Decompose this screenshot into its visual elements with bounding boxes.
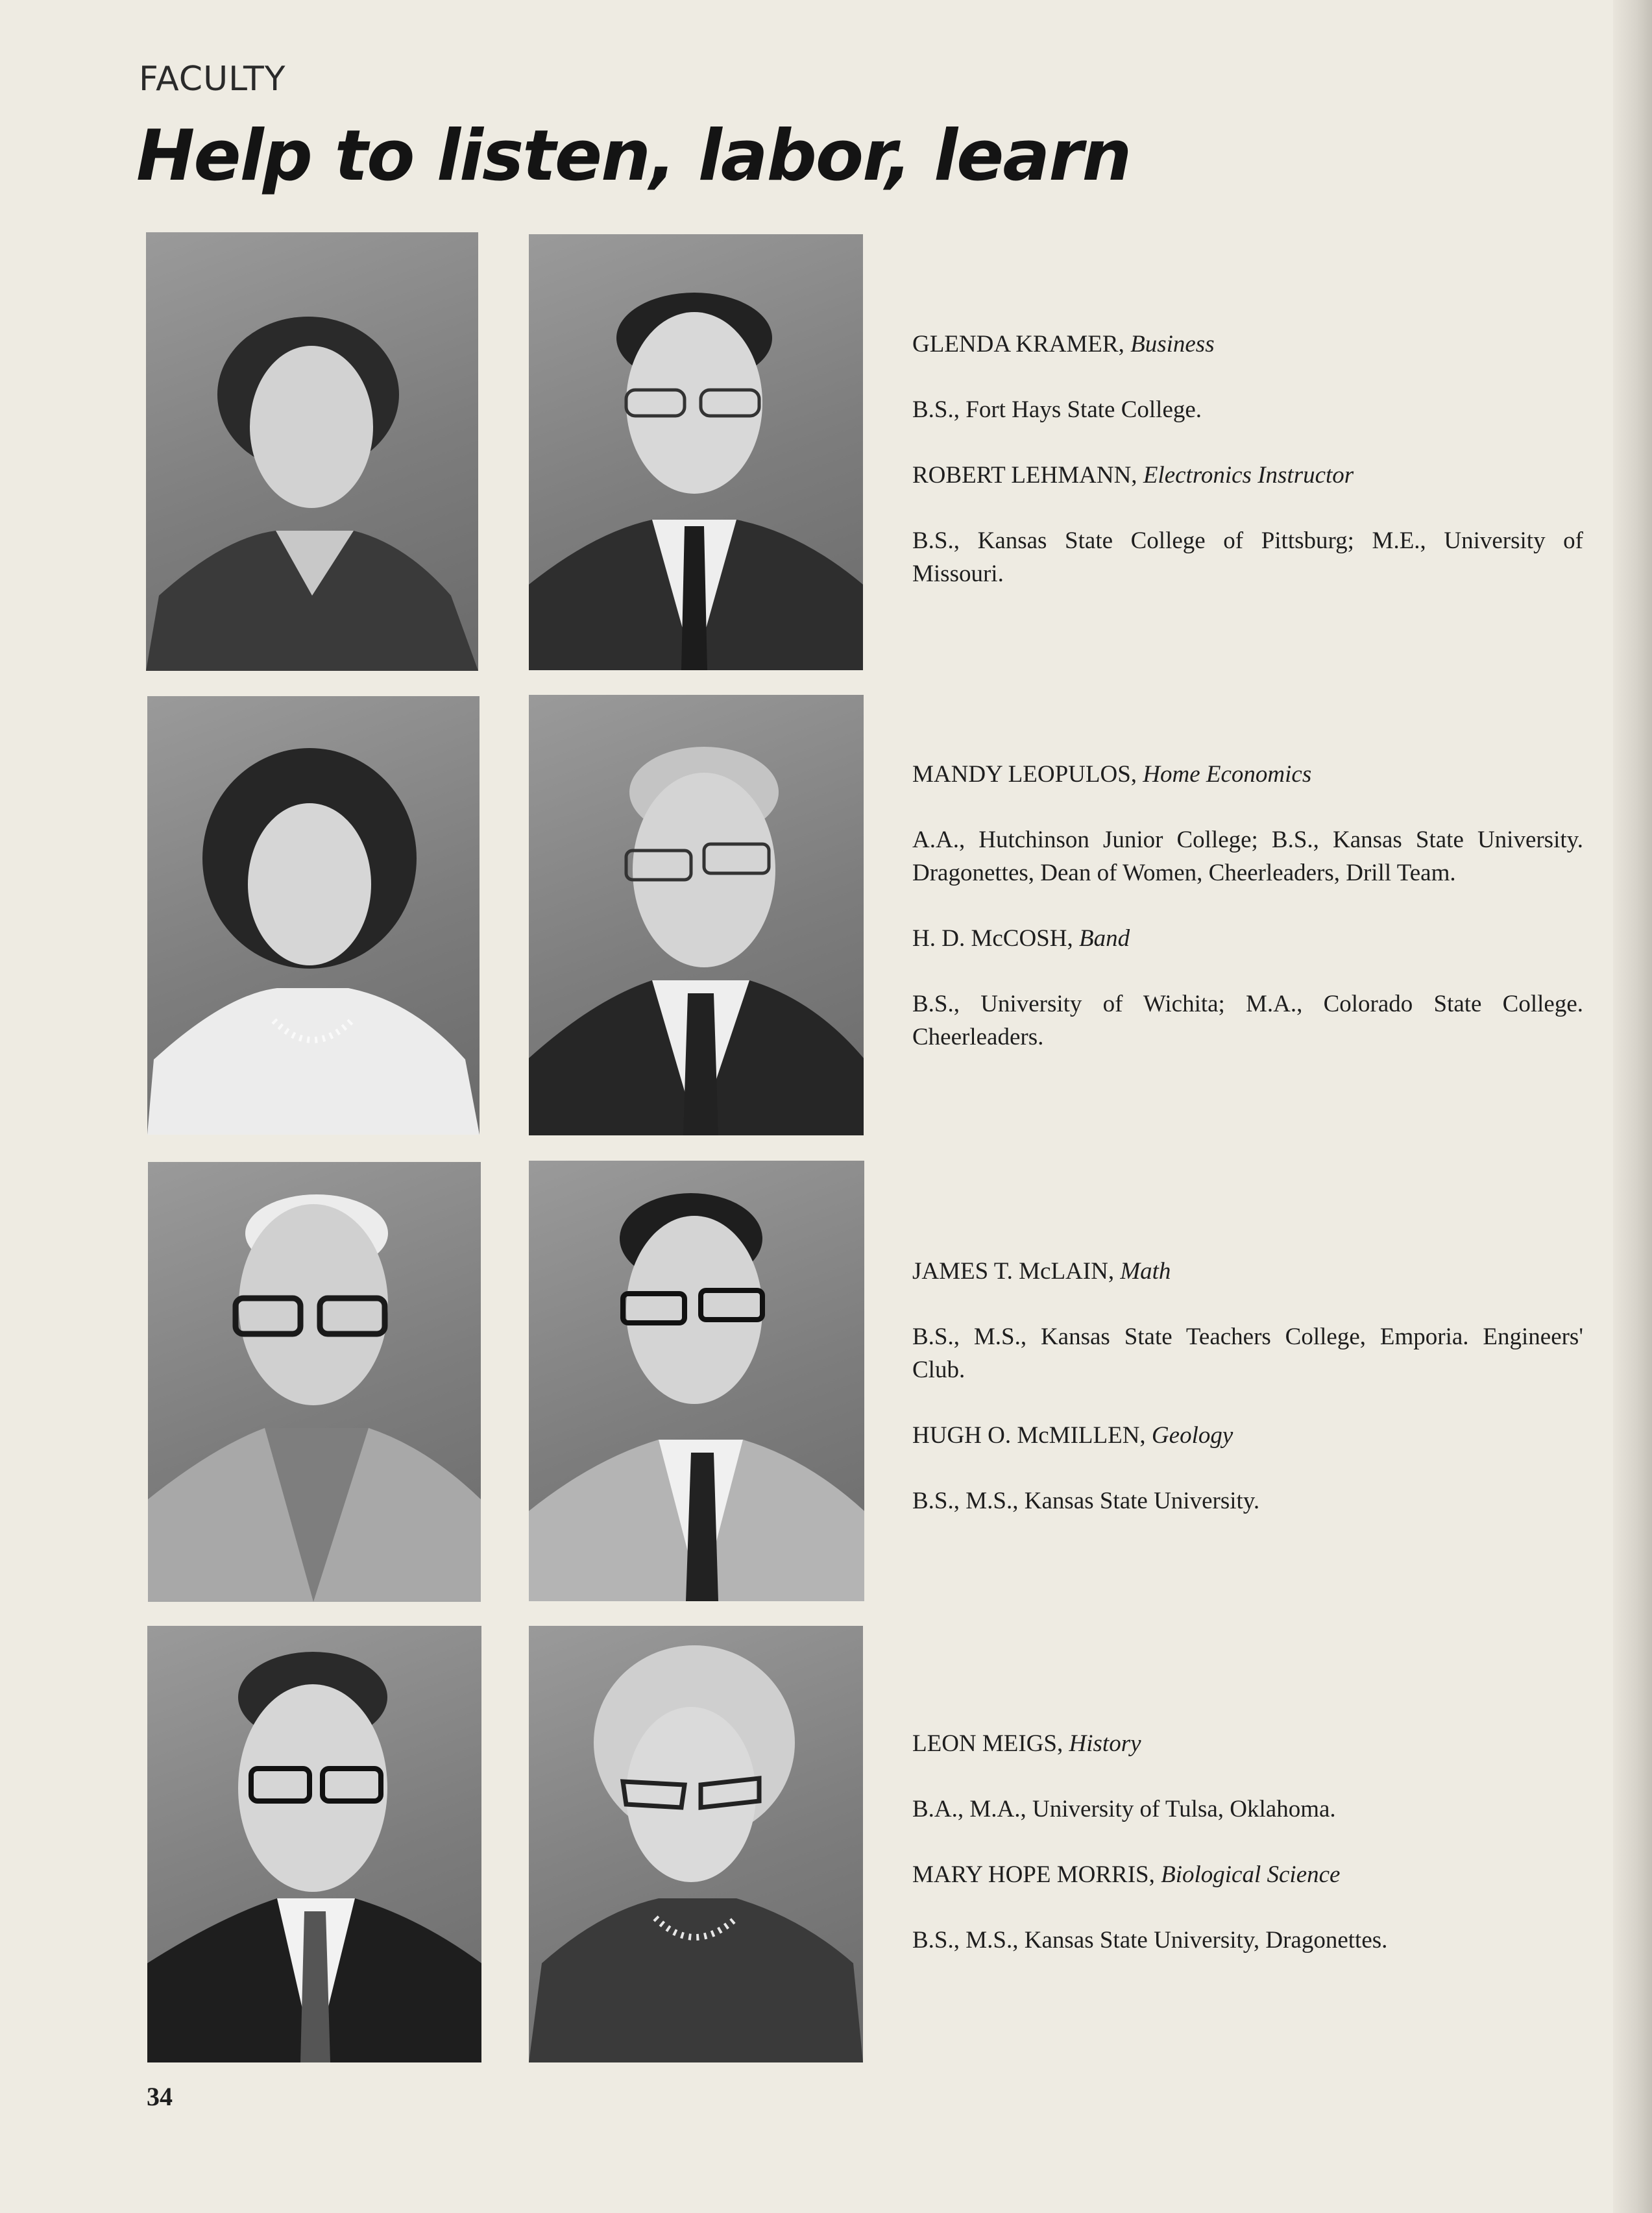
faculty-degrees: B.S., M.S., Kansas State University. [912,1488,1260,1514]
faculty-name: ROBERT LEHMANN, [912,462,1137,489]
faculty-degrees: B.S., Fort Hays State College. [912,396,1202,423]
faculty-bio-group-1 [912,328,1583,623]
faculty-name: MARY HOPE MORRIS, [912,1861,1155,1888]
faculty-degrees: B.S., M.S., Kansas State University, Dragonettes. [912,1927,1388,1953]
faculty-name: HUGH O. McMILLEN, [912,1422,1146,1449]
page-headline: Help to listen, labor, learn [136,115,1131,197]
faculty-degrees: B.S., Kansas State College of Pittsburg; M.E., University of Missouri. [912,527,1583,587]
faculty-entry-morris [912,1858,1583,1891]
portrait-photo-morris [529,1626,863,2062]
faculty-degrees: A.A., Hutchinson Junior College; B.S., Kansas State University. Dragonettes, Dean of Women, Cheerleaders, Drill Team. [912,827,1583,886]
faculty-entry-kramer [912,328,1583,361]
faculty-bio-group-3 [912,1255,1583,1550]
faculty-degrees: B.A., M.A., University of Tulsa, Oklahoma. [912,1796,1336,1822]
faculty-entry-mcmillen [912,1419,1583,1452]
portrait-photo-leopulos [147,696,480,1135]
portrait-photo-mccosh [529,695,864,1135]
faculty-department: Home Economics [1143,761,1312,788]
faculty-department: Electronics Instructor [1143,462,1354,489]
faculty-name: JAMES T. McLAIN, [912,1258,1115,1285]
faculty-bio-group-2 [912,758,1583,1086]
faculty-department: Math [1120,1258,1171,1285]
faculty-name: LEON MEIGS, [912,1730,1063,1757]
faculty-degrees: B.S., University of Wichita; M.A., Colorado State College. Cheerleaders. [912,991,1583,1050]
faculty-name: MANDY LEOPULOS, [912,761,1137,788]
faculty-bio-group-4 [912,1727,1583,1989]
faculty-degrees: B.S., M.S., Kansas State Teachers College, Emporia. Engineers' Club. [912,1324,1583,1383]
faculty-name: H. D. McCOSH, [912,925,1073,952]
faculty-entry-lehmann [912,459,1583,492]
portrait-photo-mcmillen [529,1161,864,1601]
faculty-department: History [1069,1730,1141,1757]
page-edge-shadow [1613,0,1652,2213]
page-number: 34 [147,2082,173,2111]
faculty-name: GLENDA KRAMER, [912,331,1124,357]
faculty-department: Biological Science [1161,1861,1341,1888]
faculty-entry-leopulos [912,758,1583,791]
portrait-photo-lehmann [529,234,863,670]
portrait-photo-meigs [147,1626,481,2062]
faculty-department: Geology [1151,1422,1233,1449]
portrait-photo-kramer [146,232,478,671]
faculty-department: Business [1130,331,1215,357]
portrait-photo-mclain [148,1162,481,1602]
faculty-entry-mclain [912,1255,1583,1288]
faculty-entry-meigs [912,1727,1583,1760]
faculty-department: Band [1078,925,1130,952]
section-label: FACULTY [139,60,286,99]
faculty-entry-mccosh [912,922,1583,955]
